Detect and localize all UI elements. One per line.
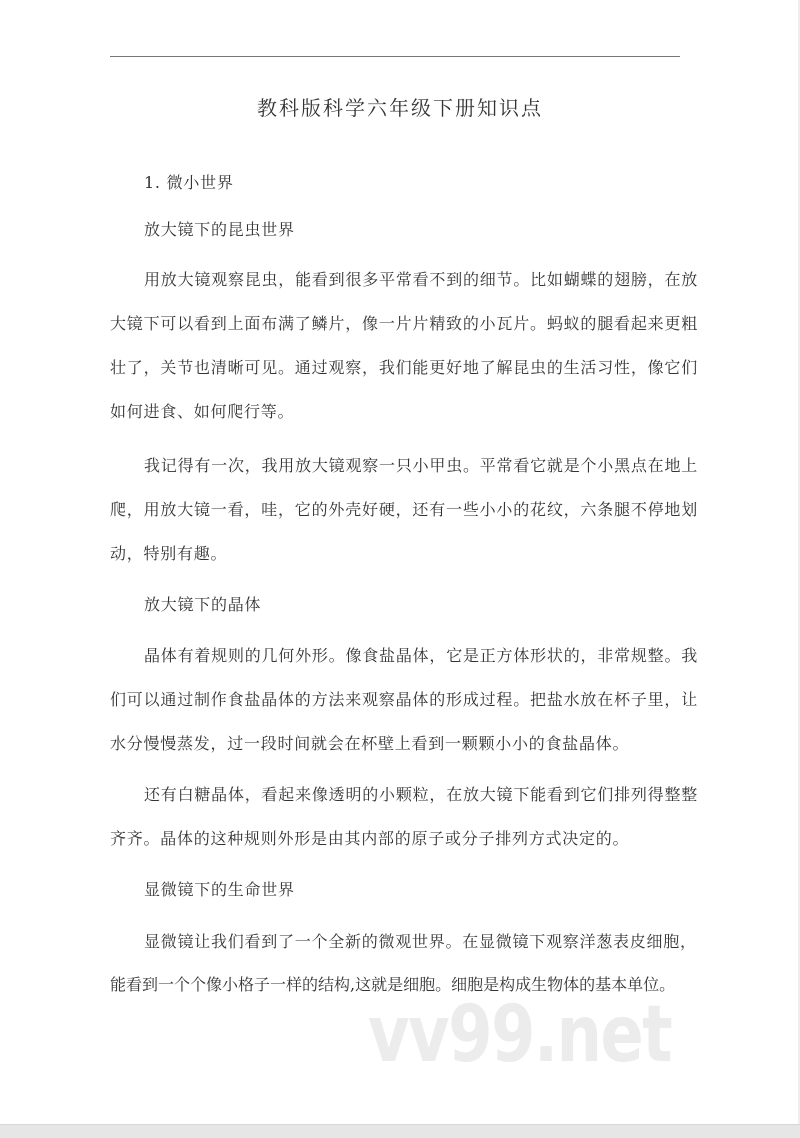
paragraph-sugar-crystals: 还有白糖晶体，看起来像透明的小颗粒，在放大镜下能看到它们排列得整整齐齐。晶体的这种规则外形是由其内部的原子或分子排列方式决定的。 <box>110 785 698 848</box>
watermark: vv99.net <box>368 990 672 1080</box>
paragraph-salt-crystals: 晶体有着规则的几何外形。像食盐晶体，它是正方体形状的，非常规整。我们可以通过制作食盐晶体的方法来观察晶体的形成过程。把盐水放在杯子里，让水分慢慢蒸发，过一段时间就会在杯壁上看到一颗颗小小的食盐晶体。 <box>110 646 698 753</box>
subheading-microscope: 显微镜下的生命世界 <box>144 880 295 899</box>
page-bottom-border <box>0 1124 800 1138</box>
subheading-crystals: 放大镜下的晶体 <box>144 595 262 614</box>
document-title: 教科版科学六年级下册知识点 <box>257 96 543 120</box>
paragraph-beetle: 我记得有一次，我用放大镜观察一只小甲虫。平常看它就是个小黑点在地上爬，用放大镜一看，哇，它的外壳好硬，还有一些小小的花纹，六条腿不停地划动，特别有趣。 <box>110 456 698 563</box>
subheading-insects: 放大镜下的昆虫世界 <box>144 220 295 239</box>
paragraph-microscope-line1: 显微镜让我们看到了一个全新的微观世界。在显微镜下观察洋葱表皮细胞， <box>144 932 697 951</box>
header-rule <box>110 56 680 57</box>
paragraph-microscope-line2: 能看到一个个像小格子一样的结构,这就是细胞。细胞是构成生物体的基本单位。 <box>110 975 676 994</box>
paragraph-insects: 用放大镜观察昆虫，能看到很多平常看不到的细节。比如蝴蝶的翅膀，在放大镜下可以看到上面布满了鳞片，像一片片精致的小瓦片。蚂蚁的腿看起来更粗壮了，关节也清晰可见。通过观察，我们能更好地了解昆虫的生活习性，像它们如何进食、如何爬行等。 <box>110 270 698 421</box>
section-heading: 1. 微小世界 <box>144 173 234 192</box>
